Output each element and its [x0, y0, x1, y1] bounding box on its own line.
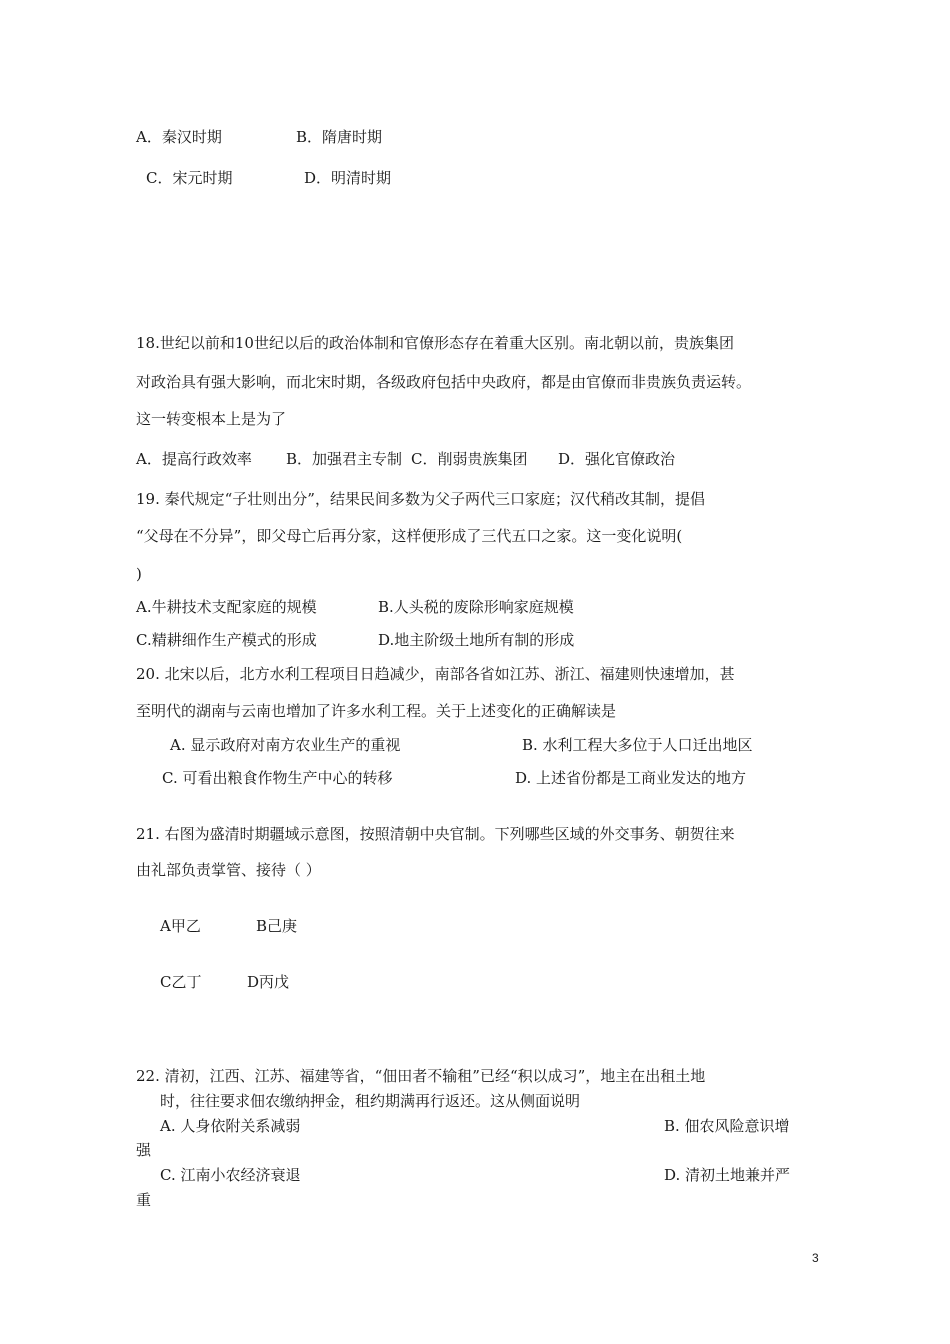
q18-option-b: B．加强君主专制 — [286, 450, 403, 468]
q22-option-b: B. 佃农风险意识增 — [664, 1117, 790, 1135]
q20-stem-line-1: 20. 北宋以后，北方水利工程项目日趋减少，南部各省如江苏、浙江、福建则快速增加，甚 — [136, 665, 735, 683]
q18-stem-line-3: 这一转变根本上是为了 — [136, 410, 287, 428]
q17-option-a: A．秦汉时期 — [136, 128, 222, 146]
q19-stem-line-3: ) — [136, 565, 142, 583]
q20-option-c: C. 可看出粮食作物生产中心的转移 — [162, 769, 393, 787]
q20-stem-line-2: 至明代的湖南与云南也增加了许多水利工程。关于上述变化的正确解读是 — [136, 702, 617, 720]
q22-stem-line-1: 22. 清初，江西、江苏、福建等省，“佃田者不输租”已经“积以成习”，地主在出租土地 — [136, 1067, 706, 1085]
q19-option-c: C.精耕细作生产模式的形成 — [136, 631, 317, 649]
q20-option-d: D. 上述省份都是工商业发达的地方 — [515, 769, 747, 787]
q21-option-a: A甲乙 — [160, 917, 201, 935]
q22-option-d: D. 清初土地兼并严 — [664, 1166, 791, 1184]
q22-option-d-wrap: 重 — [136, 1191, 152, 1209]
q19-option-b: B.人头税的废除形响家庭规模 — [378, 598, 574, 616]
q19-stem-line-1: 19. 秦代规定“子壮则出分”，结果民间多数为父子两代三口家庭；汉代稍改其制，提倡 — [136, 490, 705, 508]
q22-stem-line-2: 时，往往要求佃农缴纳押金，租约期满再行返还。这从侧面说明 — [160, 1092, 581, 1110]
q21-option-d: D丙戊 — [247, 973, 290, 991]
q18-option-c: C．削弱贵族集团 — [411, 450, 528, 468]
q21-stem-line-1: 21. 右图为盛清时期疆域示意图，按照清朝中央官制。下列哪些区域的外交事务、朝贺往来 — [136, 825, 735, 843]
q18-option-a: A．提高行政效率 — [136, 450, 252, 468]
page-number: 3 — [812, 1251, 819, 1265]
q19-option-a: A.牛耕技术支配家庭的规模 — [136, 598, 317, 616]
q17-option-c: C．宋元时期 — [146, 169, 233, 187]
q21-option-c: C乙丁 — [160, 973, 202, 991]
q22-option-b-wrap: 强 — [136, 1141, 152, 1159]
q17-option-b: B．隋唐时期 — [296, 128, 383, 146]
q22-option-a: A. 人身依附关系减弱 — [160, 1117, 301, 1135]
q21-option-b: B己庚 — [256, 917, 298, 935]
q18-stem-line-1: 18.世纪以前和10世纪以后的政治体制和官僚形态存在着重大区别。南北朝以前，贵族集团 — [136, 334, 734, 352]
q20-option-a: A. 显示政府对南方农业生产的重视 — [170, 736, 401, 754]
q20-option-b: B. 水利工程大多位于人口迁出地区 — [522, 736, 753, 754]
q18-stem-line-2: 对政治具有强大影响，而北宋时期，各级政府包括中央政府，都是由官僚而非贵族负责运转。 — [136, 373, 752, 391]
q19-stem-line-2: “父母在不分异”，即父母亡后再分家，这样便形成了三代五口之家。这一变化说明( — [136, 527, 683, 545]
q17-option-d: D．明清时期 — [304, 169, 392, 187]
q19-option-d: D.地主阶级土地所有制的形成 — [378, 631, 575, 649]
q22-option-c: C. 江南小农经济衰退 — [160, 1166, 301, 1184]
q18-option-d: D．强化官僚政治 — [558, 450, 676, 468]
q21-stem-line-2: 由礼部负责掌管、接待（ ） — [136, 861, 321, 879]
